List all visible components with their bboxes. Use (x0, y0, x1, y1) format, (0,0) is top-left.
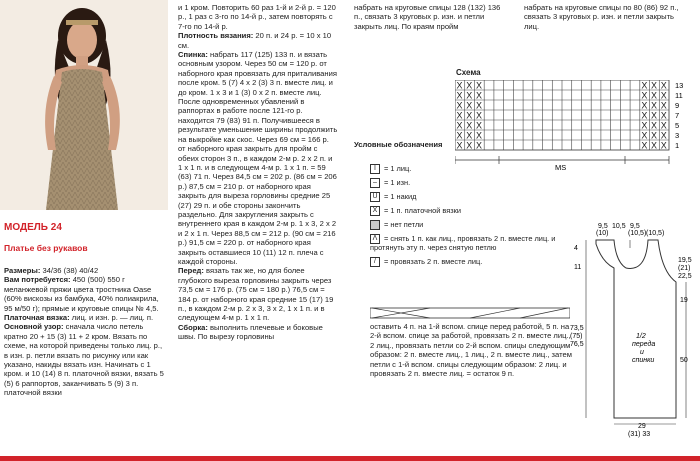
label-and: и (640, 349, 644, 356)
legend-text: = провязать 2 п. вместе лиц. (384, 256, 483, 266)
row-number: 13 (675, 81, 684, 90)
garter-mark: X (651, 80, 658, 91)
legend-symbol: I (370, 164, 380, 174)
legend-symbol: U (370, 192, 380, 202)
legend-text: = нет петли (384, 219, 424, 229)
garter-mark: X (475, 130, 482, 141)
garter-mark: X (466, 140, 473, 151)
legend-item-garter (370, 206, 570, 216)
garter-mark: X (641, 80, 648, 91)
legend-text: = 1 изн. (384, 177, 411, 187)
garter-mark: X (475, 80, 482, 91)
garter-mark: X (456, 90, 463, 101)
garter-mark: X (651, 90, 658, 101)
garter-mark: X (660, 110, 667, 121)
column-2-text (178, 3, 338, 342)
osn-label: Основной узор: (4, 322, 64, 332)
legend-item-purl (370, 178, 570, 188)
legend-list (370, 164, 570, 271)
page-bottom-border (0, 456, 700, 461)
garter-mark: X (651, 130, 658, 141)
legend-item-yarn-over (370, 192, 570, 202)
garter-mark: X (660, 90, 667, 101)
garter-mark: X (475, 100, 482, 111)
dim-22-5: 22,5 (678, 273, 692, 280)
osn-value: сначала число петель кратно 20 + 15 (3) 11 + 2 кром. Вязать по схеме, на которой приведены только лиц. р., в изн. р. петли вязать по рисунку или как указано, накиды вязать изн. Начинать с 1 кром. и 10 (14) 8 п. платочной вязки, вязать 5 (5) 6 раппортов, заканчивать 5 (9) 3 п. платочной вязки (4, 322, 164, 398)
dim-21: (21) (678, 265, 691, 272)
label-half: 1/2 (636, 333, 646, 340)
legend-text: = 1 лиц. (384, 163, 412, 173)
garter-mark: X (466, 130, 473, 141)
density-label: Плотность вязания: (178, 31, 254, 41)
garter-mark: X (475, 90, 482, 101)
garter-mark: X (651, 110, 658, 121)
front-label: Перед: (178, 266, 204, 276)
column-4-text: набрать на круговые спицы по 80 (86) 92 п., связать 3 круговых р. изн. и петли закрыть лиц. (524, 3, 679, 31)
row-number: 5 (675, 121, 680, 130)
cable-symbol-icon (370, 306, 570, 320)
legend-symbol: Λ (370, 234, 380, 244)
garter-mark: X (456, 80, 463, 91)
dim-top-right-3: (10,5) (646, 230, 665, 237)
sizes-value: 34/36 (38) 40/42 (40, 266, 99, 275)
column-3-text: набрать на круговые спицы 128 (132) 136 п., связать 3 круговых р. изн. и петли закрыть лиц. По краям пройм (354, 3, 501, 31)
scheme-chart (455, 80, 695, 172)
dim-top-right: 9,5 (630, 223, 640, 230)
dim-19-5: 19,5 (678, 257, 692, 264)
back-label: Спинка: (178, 50, 208, 60)
dim-top-left-2: (10) (596, 230, 609, 237)
legend-item-no-stitch (370, 220, 570, 230)
garter-mark: X (660, 100, 667, 111)
garter-mark: X (456, 130, 463, 141)
row-number: 3 (675, 131, 680, 140)
legend-symbol (370, 220, 380, 230)
dim-11: 11 (574, 264, 582, 271)
garter-mark: X (651, 120, 658, 131)
garter-mark: X (651, 100, 658, 111)
plat-value: лиц. и изн. р. — лиц. п. (69, 313, 154, 323)
legend-text: = снять 1 п. как лиц., провязать 2 п. вместе лиц. и протянуть эту п. через снятую петлю (370, 233, 556, 252)
cable-description: оставить 4 п. на 1-й вспом. спице перед работой, 5 п. на 2-й вспом. спице за работой, провязать 2 п. вместе лиц., 2 лиц., провязать петли со 2-й вспом. спицы следующим образом: 2 п. вместе лиц., 1 лиц., 2 п. вместе лиц., затем петли с 1-й вспом. спицы следующим образом: 2 лиц. и провязать 2 п. вместе лиц. = остаток 9 п. (370, 322, 572, 379)
garter-mark: X (660, 120, 667, 131)
need-label: Вам потребуется: (4, 275, 71, 285)
plat-label: Платочная вязка: (4, 313, 70, 323)
row-number: 7 (675, 111, 680, 120)
model-number: МОДЕЛЬ 24 (4, 222, 62, 233)
garter-mark: X (466, 90, 473, 101)
garter-mark: X (456, 110, 463, 121)
garter-mark: X (641, 120, 648, 131)
garter-mark: X (456, 140, 463, 151)
pattern-schematic (566, 222, 696, 458)
garter-mark: X (641, 90, 648, 101)
dim-4: 4 (574, 245, 578, 252)
dim-top-left: 9,5 (598, 223, 608, 230)
legend-symbol: – (370, 178, 380, 188)
assembly-value: выполнить плечевые и боковые швы. По вырезу горловины (178, 322, 323, 342)
col2-p1: и 1 кром. Повторить 60 раз 1-й и 2-й р. = 120 р., 1 раз с 3-го по 14-й р., затем повторять с 7-го по 14-й р. (178, 3, 336, 31)
garter-mark: X (456, 100, 463, 111)
row-number: 11 (675, 91, 683, 100)
garter-mark: X (466, 120, 473, 131)
front-value: вязать так же, но для более глубокого выреза горловины закрыть через 73,5 см = 176 р. (75 см = 180 р.) 76,5 см = 184 р. от наборного края средние 15 (17) 19 п., в каждом 2-м р. 2 х 3, 3 х 2, 1 х 1 п. и в следующем 4-м р. 1 х 1 п. (178, 266, 334, 323)
label-front: переда (632, 341, 656, 348)
left-text-block (4, 266, 166, 398)
legend-symbol: / (370, 257, 380, 267)
model-photo-illustration (0, 0, 168, 210)
garter-mark: X (466, 80, 473, 91)
dim-73-5: 73,5 (570, 325, 584, 332)
assembly-label: Сборка: (178, 322, 208, 332)
garter-mark: X (641, 140, 648, 151)
dim-50: 50 (680, 357, 688, 364)
dim-bottom-2: (31) 33 (628, 431, 651, 438)
dim-top-right-2: (10,5) (628, 230, 647, 237)
model-photo (0, 0, 168, 210)
back-value: набрать 117 (125) 133 п. и вязать основным узором. Через 50 см = 120 р. от наборного края провязать для приталивания после кром. 5 (7) 4 х 2 (3) 3 п. вместе лиц. и до кром. 1 х 3 и 1 (3) 0 х 2 п. вместе лиц. После одновременных убавлений в раппортах в работе после 121-го р. находится 79 (83) 91 п. Получившееся в результате уменьшение ширины продолжить на выкройке как скос. Через 69 см = 166 р. от наборного края закрыть для пройм с обеих сторон 3 п., в каждом 2-м р. 2 х 2 п. и 1 х 1 п. и в следующем 4-м р. 1 х 1 п. = 59 (63) 71 п. Через 84,5 см = 202 р. (86 см = 206 р.) 87,5 см = 210 р. от наборного края закрыть для выреза горловины средние 25 (27) 29 п. и обе стороны закончить раздельно. Для закругления закрыть с внутреннего края в каждом 2-м р. 1 х 3, 2 х 2 и 2 х 1 п. Через 88,5 см = 212 р. (90 см = 216 р.) 91,5 см = 220 р. от наборного края закрыть оставшиеся 10 (11) 12 п. плеча с каждой стороны. (178, 50, 338, 266)
garter-mark: X (651, 140, 658, 151)
garter-mark: X (475, 140, 482, 151)
need-value: 450 (500) 550 г меланжевой пряжи цвета тростника Oase (60% вискозы из бамбука, 40% полиакрила, 95 м/50 г); прямые и круговые спицы № 4,5. (4, 275, 159, 313)
garter-mark: X (456, 120, 463, 131)
dim-top-left-3: 10,5 (612, 223, 626, 230)
ms-label: MS (555, 163, 567, 172)
legend-text: = 1 п. платочной вязки (384, 205, 461, 215)
garter-mark: X (660, 140, 667, 151)
garter-mark: X (641, 130, 648, 141)
row-number: 1 (675, 141, 680, 150)
legend-text: = 1 накид (384, 191, 417, 201)
legend-item-k2tog (370, 257, 570, 267)
garter-mark: X (660, 80, 667, 91)
garter-mark: X (475, 110, 482, 121)
row-number: 9 (675, 101, 680, 110)
garter-mark: X (475, 120, 482, 131)
model-subtitle: Платье без рукавов (4, 243, 88, 253)
dim-76-5: 76,5 (570, 341, 584, 348)
legend-title: Условные обозначения (354, 140, 443, 149)
legend-symbol: X (370, 206, 380, 216)
garter-mark: X (466, 100, 473, 111)
legend-item-knit (370, 164, 570, 174)
dim-bottom: 29 (638, 423, 646, 430)
garter-mark: X (641, 100, 648, 111)
scheme-title: Схема (456, 68, 481, 77)
garter-mark: X (660, 130, 667, 141)
sizes-label: Размеры: (4, 266, 41, 275)
dim-19: 19 (680, 297, 688, 304)
garter-mark: X (466, 110, 473, 121)
garter-mark: X (641, 110, 648, 121)
label-back: спинки (632, 357, 655, 364)
legend-item-decrease (370, 234, 570, 253)
dim-75: (75) (570, 333, 583, 340)
density-value: 20 п. и 24 р. = 10 х 10 см. (178, 31, 332, 50)
